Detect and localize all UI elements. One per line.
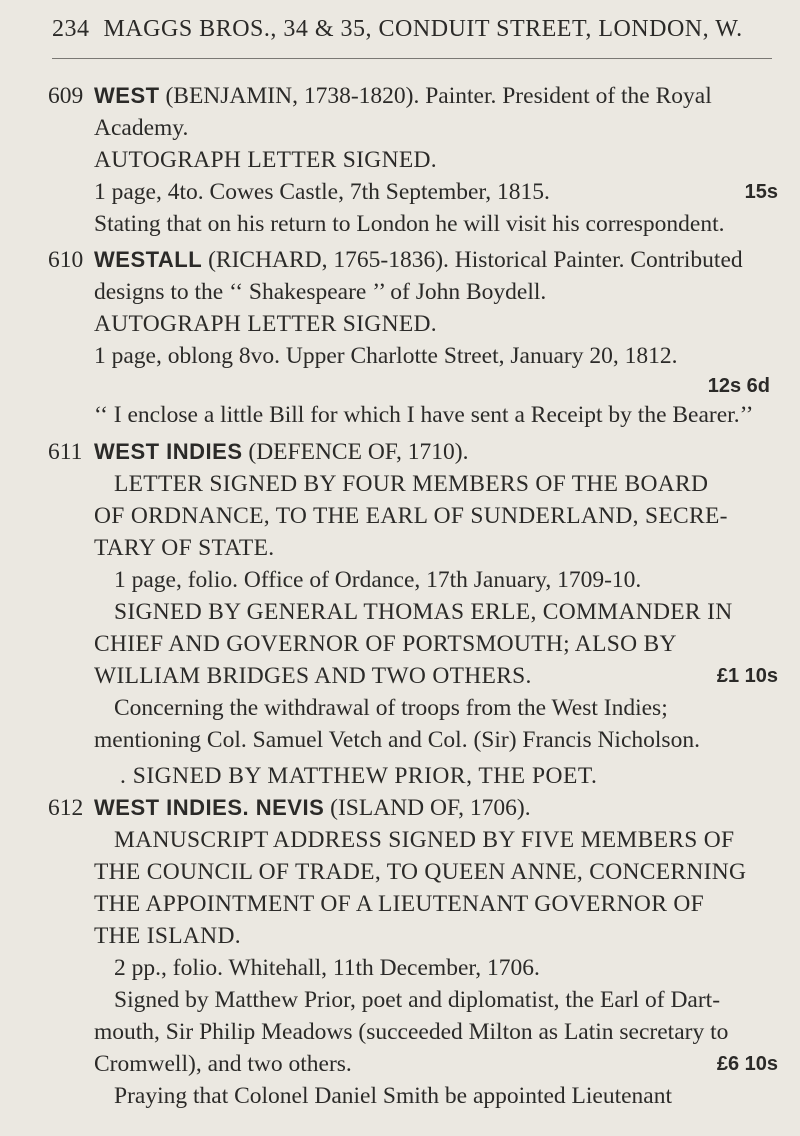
entry-heading: AUTOGRAPH LETTER SIGNED. <box>94 311 437 337</box>
entry-name: WEST INDIES <box>94 439 243 464</box>
entry-note: ‘‘ I enclose a little Bill for which I have sent a Receipt by the Bearer.’’ <box>94 402 754 428</box>
entry-note-line: Concerning the withdrawal of troops from the West Indies; <box>114 695 668 721</box>
entry-title-line <box>48 244 778 276</box>
entry-details: 1 page, 4to. Cowes Castle, 7th September, 1815. <box>94 179 550 205</box>
entry-subject: (DEFENCE OF, 1710). <box>248 439 469 465</box>
entry-price-line <box>48 372 778 399</box>
entry-heading-line: THE COUNCIL OF TRADE, TO QUEEN ANNE, CONCERNING <box>94 859 747 885</box>
entry-final-line: Praying that Colonel Daniel Smith be appointed Lieutenant <box>114 1083 673 1109</box>
entry-note-line: mentioning Col. Samuel Vetch and Col. (Sir) Francis Nicholson. <box>94 727 700 753</box>
entry-signed-last: WILLIAM BRIDGES AND TWO OTHERS. <box>94 663 532 689</box>
entry-details: 2 pp., folio. Whitehall, 11th December, 1706. <box>114 955 540 981</box>
entry-heading-line: TARY OF STATE. <box>94 535 275 561</box>
entry-title-line <box>48 792 778 824</box>
entry-609 <box>48 80 778 240</box>
entry-details: 1 page, folio. Office of Ordance, 17th January, 1709-10. <box>114 567 642 593</box>
page-header <box>52 16 752 43</box>
entry-subject: (BENJAMIN, 1738-1820). Painter. President of the Royal <box>165 83 712 109</box>
entry-note-line: Signed by Matthew Prior, poet and diplomatist, the Earl of Dart- <box>114 987 721 1013</box>
entry-610 <box>48 244 778 431</box>
entry-heading-line: OF ORDNANCE, TO THE EARL OF SUNDERLAND, SECRE- <box>94 503 728 529</box>
signed-by-line: . SIGNED BY MATTHEW PRIOR, THE POET. <box>120 763 598 789</box>
entry-signed-last-line <box>48 660 778 692</box>
entry-note-last: Cromwell), and two others. <box>94 1051 352 1077</box>
entry-price: £6 10s <box>716 1053 778 1075</box>
entry-subject-cont: designs to the ‘‘ Shakespeare ’’ of John Boydell. <box>94 279 547 305</box>
entry-611-signed-by <box>48 760 778 792</box>
entry-heading-line: MANUSCRIPT ADDRESS SIGNED BY FIVE MEMBERS OF <box>114 827 735 853</box>
entry-subject-cont: Academy. <box>94 115 189 141</box>
entry-details: 1 page, oblong 8vo. Upper Charlotte Street, January 20, 1812. <box>94 343 678 369</box>
entry-heading-line: THE ISLAND. <box>94 923 241 949</box>
entry-title-line <box>48 436 778 468</box>
entry-price: £1 10s <box>716 665 778 687</box>
entry-signed-line: SIGNED BY GENERAL THOMAS ERLE, COMMANDER IN <box>114 599 733 625</box>
entry-number: 609 <box>48 83 84 109</box>
entry-number: 611 <box>48 439 83 465</box>
entry-title-line <box>48 80 778 112</box>
entry-note-line: mouth, Sir Philip Meadows (succeeded Milton as Latin secretary to <box>94 1019 729 1045</box>
entry-name: WEST INDIES. NEVIS <box>94 795 325 820</box>
header-rule <box>52 58 772 59</box>
entry-number: 612 <box>48 795 84 821</box>
entry-heading-line: LETTER SIGNED BY FOUR MEMBERS OF THE BOARD <box>114 471 709 497</box>
entry-subject: (ISLAND OF, 1706). <box>330 795 531 821</box>
page-number: 234 <box>52 16 90 42</box>
entry-note: Stating that on his return to London he will visit his correspondent. <box>94 211 725 237</box>
entry-name: WESTALL <box>94 247 203 272</box>
entry-note-last-line <box>48 1048 778 1080</box>
entry-611 <box>48 436 778 756</box>
entry-subject: (RICHARD, 1765-1836). Historical Painter. Contributed <box>208 247 743 273</box>
publisher-line: MAGGS BROS., 34 & 35, CONDUIT STREET, LONDON, W. <box>103 16 743 42</box>
entry-number: 610 <box>48 247 84 273</box>
entry-details-line <box>48 176 778 208</box>
entry-price: 12s 6d <box>707 375 770 397</box>
entry-name: WEST <box>94 83 160 108</box>
entry-signed-line: CHIEF AND GOVERNOR OF PORTSMOUTH; ALSO BY <box>94 631 677 657</box>
entry-612 <box>48 792 778 1112</box>
entry-heading: AUTOGRAPH LETTER SIGNED. <box>94 147 437 173</box>
entry-price: 15s <box>744 181 778 203</box>
entry-heading-line: THE APPOINTMENT OF A LIEUTENANT GOVERNOR OF <box>94 891 704 917</box>
